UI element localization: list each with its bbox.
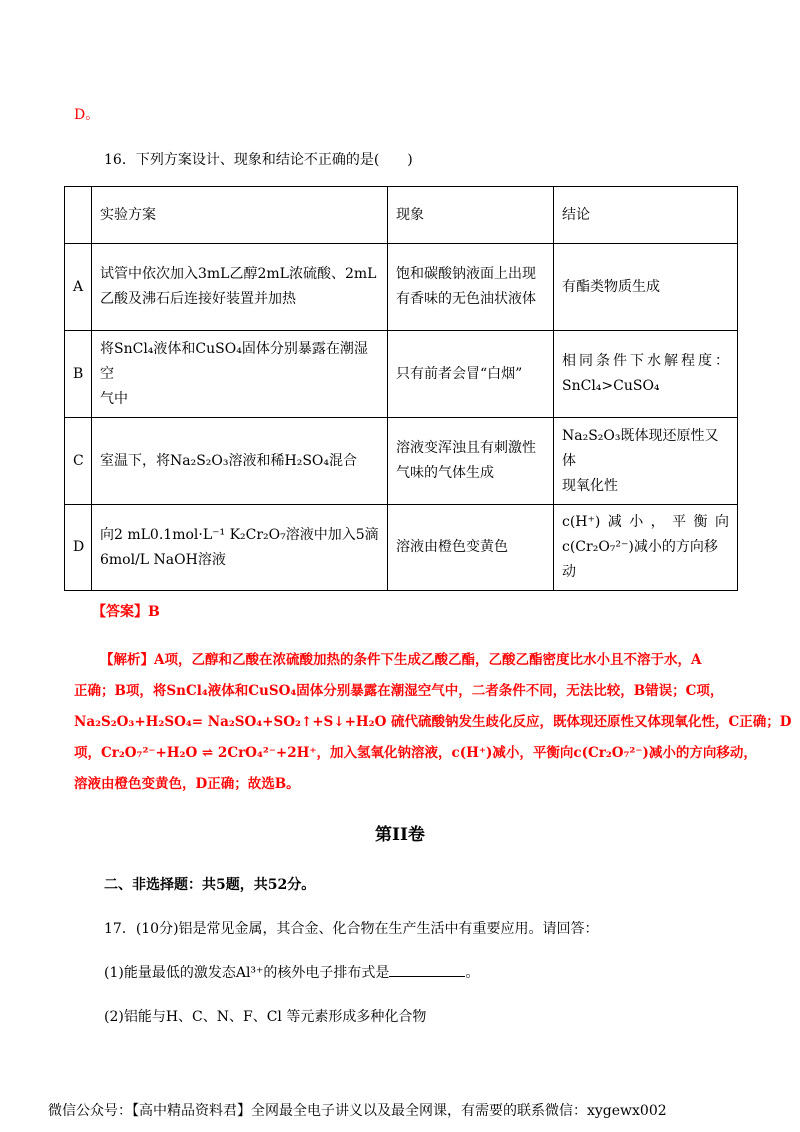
previous-answer-tail: D。 [74,107,100,123]
conclusion-line: 现氧化性 [562,477,618,494]
conclusion-line: c(H⁺)减小，平衡向 [562,514,729,530]
row-plan [92,418,388,505]
row-plan [92,505,388,591]
analysis-line: Na₂S₂O₃+H₂SO₄= Na₂SO₄+SO₂↑+S↓+H₂O 硫代硫酸钠发生歧化反应，既体现还原性又体现氧化性，C正确；D [74,714,792,730]
plan-line: 室温下，将Na₂S₂O₃溶液和稀H₂SO₄混合 [100,452,358,469]
row-phenomenon [388,244,554,331]
plan-line: 向2 mL0.1mol·L⁻¹ K₂Cr₂O₇溶液中加入5滴 [100,526,379,543]
part-title: 二、非选择题：共5题，共52分。 [104,877,316,893]
question-17-stem: 17．(10分)铝是常见金属，其合金、化合物在生产生活中有重要应用。请回答： [104,921,599,937]
table-row-c [65,418,738,505]
row-conclusion [554,331,738,418]
phenomenon-line: 饱和碳酸钠液面上出现 [396,266,536,282]
table-header-row [65,187,738,244]
row-phenomenon [388,505,554,591]
answer-label: 【答案】B [92,604,160,620]
row-label: C [65,418,92,505]
table-row-a [65,244,738,331]
analysis-block [74,645,792,800]
table-row-b [65,331,738,418]
header-conclusion: 结论 [554,187,738,244]
analysis-line: 【解析】A项，乙醇和乙酸在浓硫酸加热的条件下生成乙酸乙酯，乙酸乙酯密度比水小且不溶于水，A [100,652,702,668]
plan-line: 6mol/L NaOH溶液 [100,551,226,568]
question-16-table [64,186,738,591]
analysis-line: 正确；B项，将SnCl₄液体和CuSO₄固体分别暴露在潮湿空气中，二者条件不同，无法比较，B错误；C项， [74,683,724,699]
conclusion-line: 有酯类物质生成 [562,278,660,295]
header-plan: 实验方案 [92,187,388,244]
row-phenomenon [388,418,554,505]
row-label: B [65,331,92,418]
question-16-stem: 16．下列方案设计、现象和结论不正确的是( ) [104,152,413,168]
row-label: D [65,505,92,591]
phenomenon-line: 有香味的无色油状液体 [396,291,536,307]
row-conclusion [554,505,738,591]
row-conclusion [554,244,738,331]
row-label: A [65,244,92,331]
plan-line: 试管中依次加入3mL乙醇2mL浓硫酸、2mL [100,266,377,282]
section-title: 第II卷 [375,825,425,845]
phenomenon-line: 气味的气体生成 [396,465,494,481]
plan-line: 乙酸及沸石后连接好装置并加热 [100,291,296,307]
sub1-text: (1)能量最低的激发态Al³⁺的核外电子排布式是 [104,965,390,981]
question-17-sub2: (2)铝能与H、C、N、F、Cl 等元素形成多种化合物 [104,1009,427,1025]
table-row-d [65,505,738,591]
header-label [65,187,92,244]
sub1-end: 。 [465,965,480,981]
conclusion-line: c(Cr₂O₇²⁻)减小的方向移动 [562,539,718,580]
phenomenon-line: 溶液由橙色变黄色 [396,539,508,555]
answer-blank[interactable] [389,962,465,977]
conclusion-line: 相同条件下水解程度： [562,353,729,369]
conclusion-line: SnCl₄>CuSO₄ [562,378,660,394]
analysis-line: 溶液由橙色变黄色，D正确；故选B。 [74,776,300,792]
row-phenomenon [388,331,554,418]
row-plan [92,331,388,418]
analysis-line: 项，Cr₂O₇²⁻+H₂O ⇌ 2CrO₄²⁻+2H⁺，加入氢氧化钠溶液，c(H⁺)减小，平衡向c(Cr₂O₇²⁻)减小的方向移动， [74,745,757,761]
plan-line: 气中 [100,390,128,407]
phenomenon-line: 溶液变浑浊且有刺激性 [396,440,536,456]
footer-note: 微信公众号：【高中精品资料君】全网最全电子讲义以及最全网课，有需要的联系微信：xygewx002 [48,1103,667,1119]
row-conclusion [554,418,738,505]
plan-line: 将SnCl₄液体和CuSO₄固体分别暴露在潮湿空 [100,340,368,382]
phenomenon-line: 只有前者会冒“白烟” [396,365,523,382]
question-17-sub1 [104,962,479,982]
conclusion-line: Na₂S₂O₃既体现还原性又体 [562,427,719,469]
header-phenomenon: 现象 [388,187,554,244]
row-plan [92,244,388,331]
